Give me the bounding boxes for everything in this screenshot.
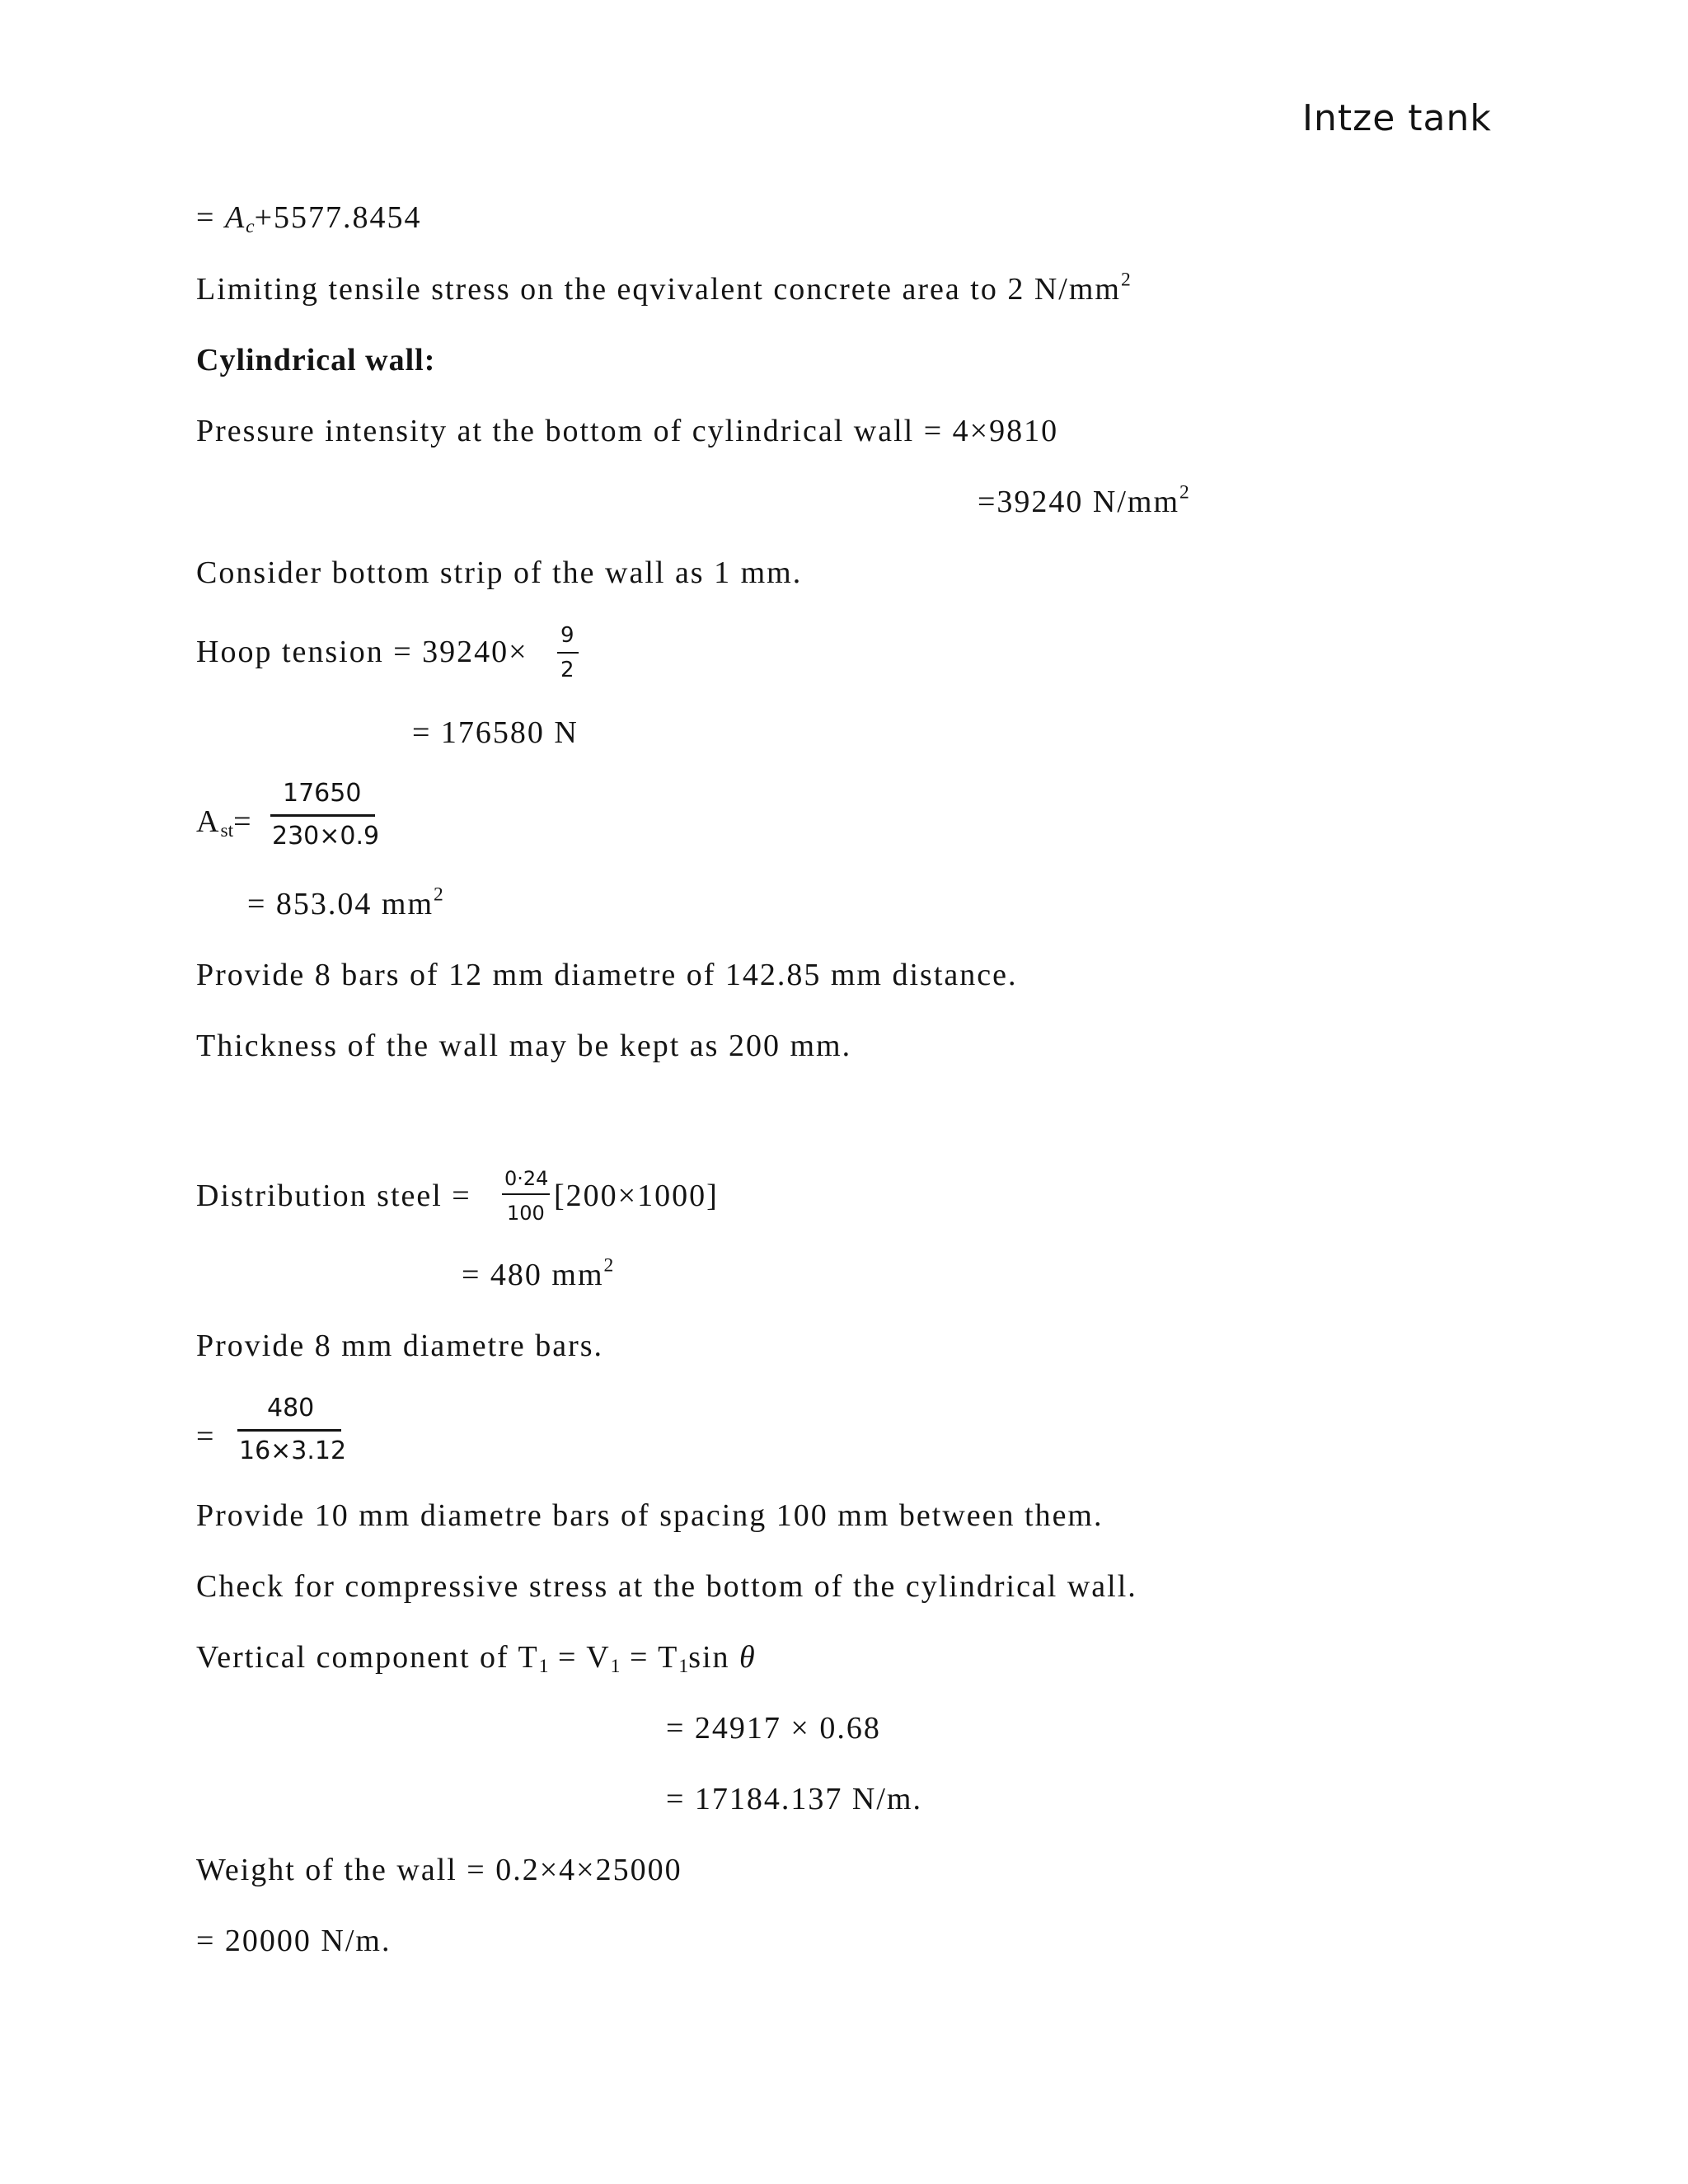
- eq-prefix: =: [196, 200, 225, 235]
- hoop-fraction-denominator: 2: [560, 658, 574, 682]
- ast-subscript: st: [220, 819, 234, 841]
- provide-bars-line: Provide 8 bars of 12 mm diametre of 142.85 mm distance.: [196, 958, 1018, 992]
- superscript-2: 2: [434, 883, 443, 906]
- ast-label: [196, 804, 253, 841]
- vertical-component-line: [196, 1640, 757, 1677]
- equation-ac: [196, 200, 422, 237]
- spacing-equals: =: [196, 1419, 216, 1454]
- superscript-2: 2: [603, 1254, 614, 1277]
- distribution-fraction-numerator: 0·24: [504, 1167, 549, 1190]
- provide-8mm-line: Provide 8 mm diametre bars.: [196, 1329, 604, 1363]
- section-title: Cylindrical wall:: [196, 343, 436, 377]
- distribution-fraction-bar: [502, 1193, 550, 1195]
- bottom-strip-line: Consider bottom strip of the wall as 1 mm.: [196, 555, 803, 590]
- provide-10mm-line: Provide 10 mm diametre bars of spacing 100 mm between them.: [196, 1498, 1104, 1533]
- distribution-result-text: = 480 mm: [462, 1258, 604, 1292]
- ast-numerator: 17650: [283, 779, 362, 808]
- ast-denominator: 230×0.9: [272, 822, 380, 851]
- distribution-steel-line: [196, 1180, 471, 1212]
- superscript-2: 2: [1120, 269, 1131, 291]
- vc-text-c: = T: [620, 1640, 679, 1675]
- limiting-stress-text: Limiting tensile stress on the eqvivalent concrete area to 2 N/mm: [196, 272, 1121, 307]
- distribution-steel-text: Distribution steel =: [196, 1179, 471, 1213]
- ac-symbol: A: [224, 200, 246, 235]
- compressive-check-line: Check for compressive stress at the bottom of the cylindrical wall.: [196, 1569, 1137, 1604]
- hoop-tension-result: = 176580 N: [412, 715, 579, 750]
- theta-symbol: θ: [739, 1640, 757, 1675]
- vc-sub-3: 1: [678, 1655, 689, 1677]
- vc-result-line: = 17184.137 N/m.: [666, 1782, 922, 1816]
- vc-text-a: Vertical component of T: [196, 1640, 539, 1675]
- distribution-steel-rest: [200×1000]: [554, 1179, 719, 1213]
- ast-result-line: [247, 883, 443, 921]
- distribution-fraction-denominator: 100: [507, 1202, 545, 1225]
- hoop-tension-text: Hoop tension = 39240×: [196, 635, 528, 669]
- spacing-fraction-bar: [237, 1429, 341, 1432]
- hoop-fraction-numerator: 9: [560, 623, 574, 648]
- distribution-result-line: [462, 1254, 614, 1292]
- wall-weight-line: Weight of the wall = 0.2×4×25000: [196, 1853, 682, 1887]
- vc-sub-2: 1: [610, 1655, 621, 1677]
- ac-subscript: c: [246, 215, 255, 237]
- hoop-tension-line: [196, 636, 528, 668]
- vc-calc-line: = 24917 × 0.68: [666, 1711, 881, 1746]
- vc-sub-1: 1: [538, 1655, 549, 1677]
- pressure-result-text: =39240 N/mm: [978, 485, 1180, 519]
- wall-thickness-line: Thickness of the wall may be kept as 200 mm.: [196, 1029, 852, 1063]
- hoop-fraction-bar: [557, 652, 579, 654]
- wall-weight-result: = 20000 N/m.: [196, 1924, 392, 1958]
- ast-fraction-bar: [270, 814, 375, 817]
- page-header: Intze tank: [1302, 97, 1492, 139]
- ast-symbol: A: [196, 804, 221, 839]
- limiting-stress-line: [196, 269, 1131, 307]
- vc-text-b: = V: [548, 1640, 611, 1675]
- spacing-numerator: 480: [267, 1394, 315, 1422]
- pressure-intensity-line: Pressure intensity at the bottom of cylindrical wall = 4×9810: [196, 414, 1059, 448]
- ast-equals: =: [233, 804, 253, 839]
- pressure-result-line: [978, 481, 1189, 519]
- superscript-2: 2: [1179, 481, 1189, 504]
- spacing-denominator: 16×3.12: [239, 1436, 347, 1465]
- vc-text-d: sin: [688, 1640, 740, 1675]
- ac-rest: +5577.8454: [254, 200, 422, 235]
- ast-result-text: = 853.04 mm: [247, 887, 434, 921]
